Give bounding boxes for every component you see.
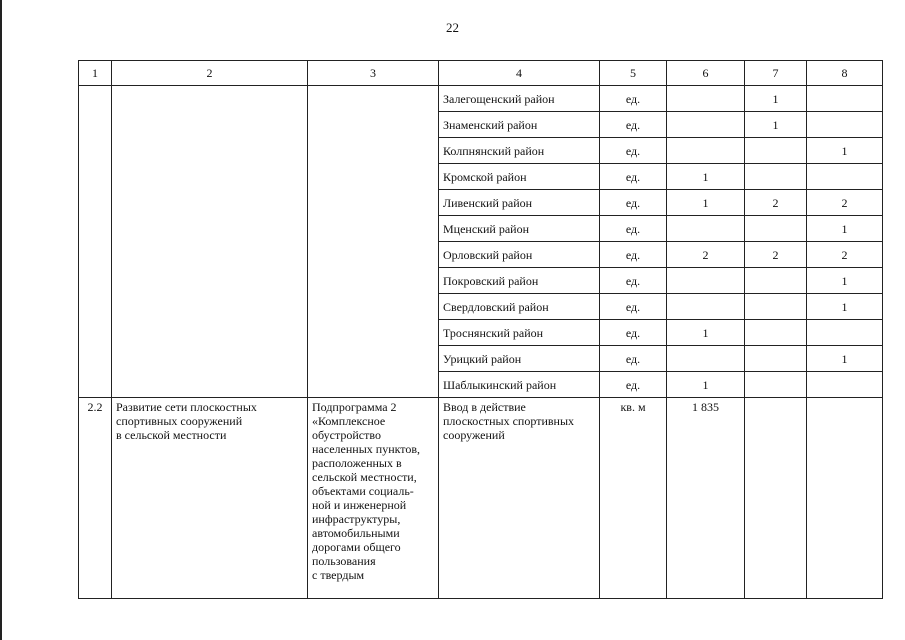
value-col-6: 1 — [667, 372, 745, 398]
unit-cell: ед. — [600, 268, 667, 294]
value-col-8: 1 — [807, 268, 883, 294]
value-col-7 — [745, 268, 807, 294]
value-col-8 — [807, 164, 883, 190]
district-name: Свердловский район — [439, 294, 600, 320]
item-program-line: объектами социаль- — [312, 484, 414, 498]
value-col-8: 1 — [807, 294, 883, 320]
district-name: Троснянский район — [439, 320, 600, 346]
item-program-line: Подпрограмма 2 — [312, 400, 397, 414]
value-col-6 — [667, 268, 745, 294]
district-name: Колпнянский район — [439, 138, 600, 164]
value-col-6: 1 — [667, 320, 745, 346]
value-col-6: 2 — [667, 242, 745, 268]
indicator-table — [78, 60, 883, 599]
item-activity-line: спортивных сооружений — [116, 414, 243, 428]
item-program-line: автомобильными — [312, 526, 400, 540]
item-program — [308, 398, 439, 599]
district-name: Кромской район — [439, 164, 600, 190]
value-col-6 — [667, 294, 745, 320]
item-program-line: расположенных в — [312, 456, 402, 470]
unit-cell: ед. — [600, 86, 667, 112]
item-number: 2.2 — [79, 398, 112, 599]
value-col-8: 1 — [807, 138, 883, 164]
unit-cell: ед. — [600, 164, 667, 190]
value-col-7 — [745, 320, 807, 346]
district-name: Орловский район — [439, 242, 600, 268]
value-col-7 — [745, 372, 807, 398]
value-col-7: 2 — [745, 190, 807, 216]
header-row — [79, 61, 883, 86]
value-col-8 — [807, 320, 883, 346]
district-name: Урицкий район — [439, 346, 600, 372]
value-col-6 — [667, 138, 745, 164]
col-2-merged-cell — [112, 86, 308, 398]
item-indicator-line: плоскостных спортивных — [443, 414, 575, 428]
header-cell-6: 6 — [667, 61, 745, 86]
unit-cell: ед. — [600, 372, 667, 398]
header-cell-8: 8 — [807, 61, 883, 86]
header-cell-1: 1 — [79, 61, 112, 86]
item-program-line: дорогами общего — [312, 540, 401, 554]
item-indicator-line: сооружений — [443, 428, 505, 442]
value-col-8 — [807, 112, 883, 138]
header-cell-7: 7 — [745, 61, 807, 86]
unit-cell: ед. — [600, 242, 667, 268]
value-col-7 — [745, 294, 807, 320]
district-name: Шаблыкинский район — [439, 372, 600, 398]
district-name: Покровский район — [439, 268, 600, 294]
value-col-8: 1 — [807, 346, 883, 372]
value-col-7 — [745, 164, 807, 190]
item-program-line: населенных пунктов, — [312, 442, 421, 456]
value-col-6: 1 — [667, 164, 745, 190]
header-cell-3: 3 — [308, 61, 439, 86]
district-name: Ливенский район — [439, 190, 600, 216]
value-col-7: 1 — [745, 112, 807, 138]
unit-cell: ед. — [600, 190, 667, 216]
value-col-6: 1 — [667, 190, 745, 216]
value-col-7 — [745, 138, 807, 164]
item-program-line: ной и инженерной — [312, 498, 407, 512]
district-name: Мценский район — [439, 216, 600, 242]
unit-cell: ед. — [600, 138, 667, 164]
unit-cell: ед. — [600, 346, 667, 372]
value-col-7: 2 — [745, 242, 807, 268]
value-col-8 — [807, 86, 883, 112]
item-program-line: «Комплексное — [312, 414, 386, 428]
value-col-7 — [745, 216, 807, 242]
item-program-line: инфраструктуры, — [312, 512, 401, 526]
item-value-col-6: 1 835 — [667, 398, 745, 599]
item-activity-line: в сельской местности — [116, 428, 227, 442]
value-col-6 — [667, 346, 745, 372]
header-cell-2: 2 — [112, 61, 308, 86]
item-activity-line: Развитие сети плоскостных — [116, 400, 257, 414]
value-col-6 — [667, 216, 745, 242]
header-cell-4: 4 — [439, 61, 600, 86]
unit-cell: ед. — [600, 112, 667, 138]
page-edge-rule — [0, 0, 2, 640]
district-row — [79, 86, 883, 112]
item-program-line: обустройство — [312, 428, 381, 442]
value-col-8: 2 — [807, 190, 883, 216]
value-col-8 — [807, 372, 883, 398]
item-indicator — [439, 398, 600, 599]
unit-cell: ед. — [600, 294, 667, 320]
value-col-6 — [667, 86, 745, 112]
item-value-col-7 — [745, 398, 807, 599]
item-program-line: сельской местности, — [312, 470, 417, 484]
value-col-7: 1 — [745, 86, 807, 112]
unit-cell: ед. — [600, 320, 667, 346]
item-activity — [112, 398, 308, 599]
col-1-merged-cell — [79, 86, 112, 398]
header-cell-5: 5 — [600, 61, 667, 86]
value-col-8: 1 — [807, 216, 883, 242]
item-program-line: пользования — [312, 554, 376, 568]
item-row-2-2 — [79, 398, 883, 599]
district-name: Знаменский район — [439, 112, 600, 138]
page-number: 22 — [446, 20, 459, 35]
value-col-7 — [745, 346, 807, 372]
value-col-6 — [667, 112, 745, 138]
col-3-merged-cell — [308, 86, 439, 398]
item-program-line: с твердым — [312, 568, 365, 582]
unit-cell: ед. — [600, 216, 667, 242]
district-name: Залегощенский район — [439, 86, 600, 112]
item-unit: кв. м — [600, 398, 667, 599]
value-col-8: 2 — [807, 242, 883, 268]
item-value-col-8 — [807, 398, 883, 599]
item-indicator-line: Ввод в действие — [443, 400, 526, 414]
